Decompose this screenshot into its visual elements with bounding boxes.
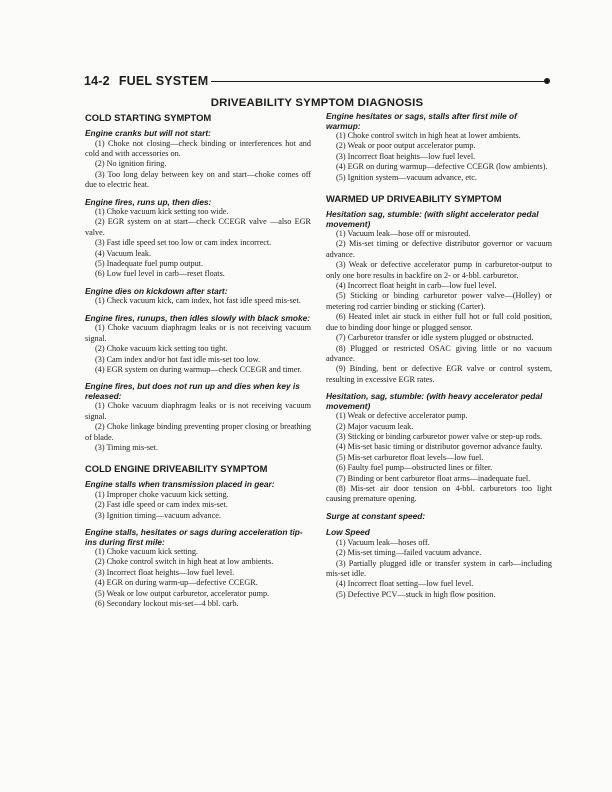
symptom-title: Engine stalls when transmission placed in gear:: [85, 479, 275, 490]
cause-item: (6) Secondary lockout mis-set—4 bbl. carb.: [95, 599, 239, 609]
right-column: [326, 112, 552, 600]
cause-item: (8) Plugged or restricted OSAC giving little or no vacuum advance.: [326, 343, 552, 363]
symptom-title: Surge at constant speed:: [326, 510, 426, 521]
cause-item: (2) Choke linkage binding preventing proper closing or breathing of blade.: [85, 422, 311, 442]
section-heading: COLD STARTING SYMPTOM: [85, 112, 212, 123]
cause-item: (1) Vacuum leak—hose off or misrouted.: [336, 229, 471, 239]
symptom-title: Engine cranks but will not start:: [85, 128, 211, 138]
symptom-title: Engine dies on kickdown after start:: [85, 285, 228, 296]
page-title: DRIVEABILITY SYMPTOM DIAGNOSIS: [210, 97, 424, 109]
cause-item: (4) EGR on during warm-up—defective CCEGR.: [95, 578, 258, 588]
cause-item: (2) Choke vacuum kick setting too tight.: [95, 344, 228, 354]
header-rule: [211, 81, 545, 82]
cause-item: (4) EGR on during warmup—defective CCEGR (low ambients).: [336, 162, 548, 172]
section-name: FUEL SYSTEM: [118, 74, 209, 88]
cause-item: (3) Incorrect float heights—low fuel level.: [95, 567, 235, 577]
cause-item: (6) Heated inlet air stuck in either full hot or full cold position, due to binding door hinge or plugged sensor.: [326, 312, 552, 332]
symptom-title: Engine fires, runups, then idles slowly with black smoke:: [85, 312, 310, 323]
cause-item: (5) Inadequate fuel pump output.: [95, 259, 203, 269]
header-bullet: [544, 78, 550, 84]
symptom-title: Low Speed: [326, 527, 370, 538]
cause-item: (2) Mis-set timing or defective distributor governor or vacuum advance.: [326, 239, 552, 259]
running-header: [84, 74, 550, 88]
cause-item: (3) Incorrect float heights—low fuel level.: [336, 151, 476, 161]
cause-item: (4) EGR system on during warmup—check CCEGR and timer.: [95, 364, 302, 374]
left-column: [85, 112, 311, 610]
symptom-title: Engine hesitates or sags, stalls after first mile of warmup:: [326, 111, 517, 131]
cause-item: (7) Carburetor transfer or idle system plugged or obstructed.: [336, 333, 534, 343]
cause-item: (5) Ignition system—vacuum advance, etc.: [336, 172, 477, 182]
cause-item: (1) Check vacuum kick, cam index, hot fast idle speed mis-set.: [95, 296, 301, 306]
cause-item: (4) Incorrect float setting—low fuel level.: [336, 579, 474, 589]
cause-item: (3) Timing mis-set.: [95, 442, 159, 452]
cause-item: (4) Mis-set basic timing or distributor governor advance faulty.: [336, 442, 543, 452]
cause-item: (6) Low fuel level in carb—reset floats.: [95, 269, 225, 279]
symptom-title: Engine fires, but does not run up and dies when key is released:: [85, 381, 300, 401]
cause-item: (5) Mis-set carburetor float levels—low fuel.: [336, 452, 484, 462]
cause-item: (3) Weak or defective accelerator pump in carburetor-output to only one bore results in backfire on 2- or 4-bbl. carburetor.: [326, 260, 552, 280]
cause-item: (5) Defective PCV—stuck in high flow position.: [336, 589, 496, 599]
cause-item: (1) Weak or defective accelerator pump.: [336, 411, 468, 421]
symptom-title: Engine stalls, hesitates or sags during acceleration tip-ins during first mile:: [85, 527, 303, 547]
cause-item: (1) Improper choke vacuum kick setting.: [95, 489, 229, 499]
cause-item: (3) Fast idle speed set too low or cam index incorrect.: [95, 238, 272, 248]
cause-item: (4) Vacuum leak.: [95, 248, 152, 258]
symptom-title: Hesitation sag, stumble: (with slight accelerator pedal movement): [326, 209, 539, 229]
cause-item: (3) Ignition timing—vacuum advance.: [95, 510, 221, 520]
cause-item: (2) No ignition firing.: [95, 159, 167, 169]
cause-item: (1) Choke vacuum kick setting.: [95, 547, 199, 557]
cause-item: (8) Mis-set air door tension on 4-bbl. carburetors too light causing premature opening.: [326, 483, 552, 504]
cause-item: (1) Choke vacuum diaphragm leaks or is not receiving vacuum signal.: [85, 401, 311, 421]
cause-item: (3) Partially plugged idle or transfer system in carb—including mis-set idle.: [326, 558, 552, 578]
cause-item: (1) Choke vacuum diaphragm leaks or is not receiving vacuum signal.: [85, 323, 311, 343]
cause-item: (1) Choke not closing—check binding or interferences hot and cold and with accessories on.: [85, 138, 311, 158]
cause-item: (5) Sticking or binding carburetor power valve—(Holley) or metering rod carrier binding or sticking (Carter).: [326, 291, 552, 311]
cause-item: (3) Cam index and/or hot fast idle mis-set too low.: [95, 354, 261, 364]
cause-item: (9) Binding, bent or defective EGR valve or control system, resulting in excessive EGR rates.: [326, 364, 552, 384]
cause-item: (2) Weak or poor output accelerator pump.: [336, 141, 476, 151]
cause-item: (7) Binding or bent carburetor float arms—inadequate fuel.: [336, 473, 531, 483]
cause-item: (2) Major vacuum leak.: [336, 421, 414, 431]
symptom-title: Engine fires, runs up, then dies:: [85, 196, 212, 207]
cause-item: (1) Vacuum leak—hoses off.: [336, 537, 430, 547]
cause-item: (4) Incorrect float height in carb—low fuel level.: [336, 281, 497, 291]
section-heading: COLD ENGINE DRIVEABILITY SYMPTOM: [85, 463, 268, 475]
cause-item: (2) EGR system on at start—check CCEGR valve —also EGR valve.: [85, 217, 311, 237]
symptom-title: Hesitation, sag, stumble: (with heavy accelerator pedal movement): [326, 391, 543, 411]
cause-item: (6) Faulty fuel pump—obstructed lines or filter.: [336, 463, 493, 473]
cause-item: (1) Choke control switch in high heat at lower ambients.: [336, 131, 521, 140]
cause-item: (2) Fast idle speed or cam index mis-set.: [95, 500, 228, 510]
cause-item: (2) Mis-set timing—failed vacuum advance.: [336, 548, 482, 558]
cause-item: (2) Choke control switch in high heat at low ambients.: [95, 557, 274, 567]
page-number: 14-2: [84, 74, 110, 88]
section-heading: WARMED UP DRIVEABILITY SYMPTOM: [326, 193, 502, 205]
cause-item: (3) Sticking or binding carburetor power valve or step-up rods.: [336, 431, 542, 441]
cause-item: (1) Choke vacuum kick setting too wide.: [95, 207, 229, 217]
cause-item: (3) Too long delay between key on and start—choke comes off due to electric heat.: [85, 169, 311, 190]
cause-item: (5) Weak or low output carburetor, accelerator pump.: [95, 588, 270, 598]
